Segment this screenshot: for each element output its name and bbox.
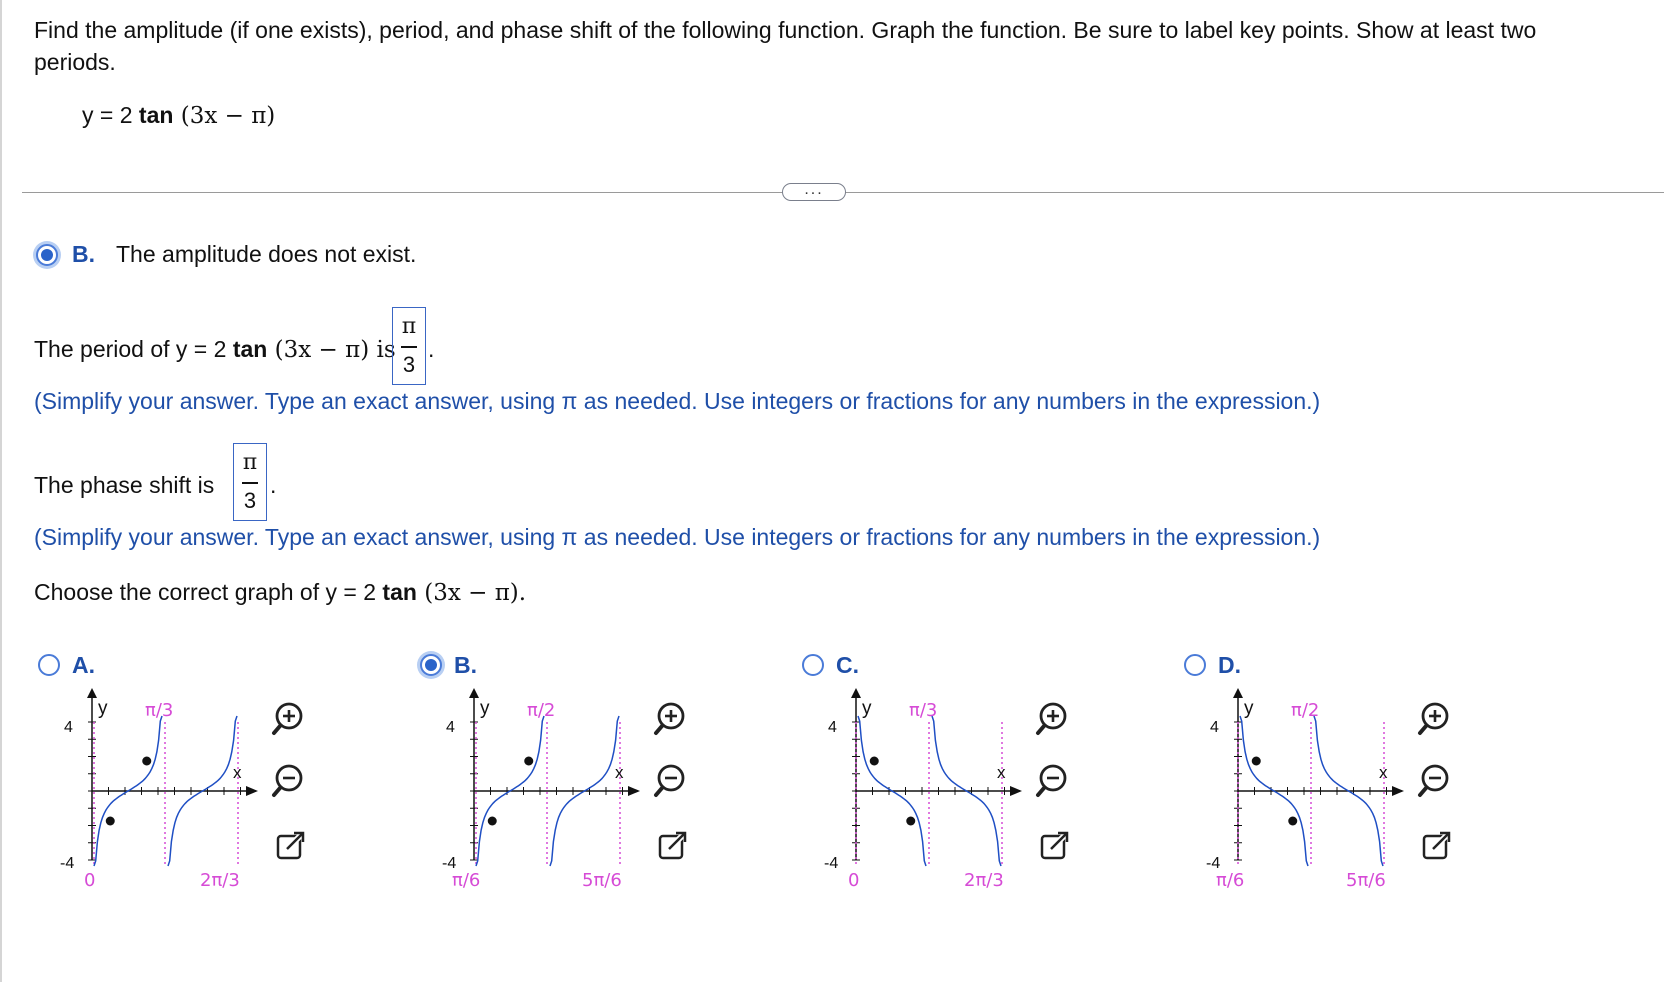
expand-icon[interactable] <box>270 824 314 868</box>
y-max-label: 4 <box>1210 719 1219 736</box>
y-min-label: -4 <box>1206 855 1221 872</box>
key-point <box>1288 817 1297 826</box>
amplitude-radio-b[interactable] <box>36 244 58 266</box>
tool-glyph <box>270 698 314 742</box>
expand-icon[interactable] <box>1416 824 1460 868</box>
key-point <box>106 817 115 826</box>
zoom-out-icon[interactable] <box>1416 760 1460 804</box>
tool-glyph <box>1034 824 1078 868</box>
phase-answer-denominator: 3 <box>243 488 257 513</box>
handle <box>656 788 662 795</box>
phase-trail: . <box>270 472 277 498</box>
y-axis-label: y <box>862 698 872 719</box>
phase-question: The phase shift is <box>34 472 215 498</box>
graph-choice-letter: D. <box>1218 652 1241 678</box>
period-answer-numerator: π <box>401 314 417 339</box>
period-trail: . <box>428 336 435 362</box>
handle <box>1038 788 1044 795</box>
x-axis-arrow <box>246 786 258 796</box>
tool-glyph <box>652 760 696 804</box>
tool-glyph <box>1034 760 1078 804</box>
graph-option-b[interactable] <box>416 648 716 908</box>
y-axis-arrow <box>851 688 861 698</box>
problem-equation <box>82 102 275 129</box>
x-right-label: 5π/6 <box>582 870 622 891</box>
zoom-out-icon[interactable] <box>1034 760 1078 804</box>
period-instruction: (Simplify your answer. Type an exact answer, using π as needed. Use integers or fractions for any numbers in the expression.) <box>34 388 1321 414</box>
handle <box>1420 788 1426 795</box>
graph-option-a[interactable] <box>34 648 334 908</box>
amplitude-text: The amplitude does not exist. <box>116 241 417 267</box>
period-lead: The period of y = 2 <box>34 336 233 362</box>
y-max-label: 4 <box>828 719 837 736</box>
tool-glyph <box>1416 698 1460 742</box>
fraction-bar <box>242 482 258 484</box>
x-axis-label: x <box>1379 763 1388 782</box>
tool-glyph <box>270 760 314 804</box>
y-max-label: 4 <box>64 719 73 736</box>
period-question <box>34 336 396 363</box>
handle <box>274 788 280 795</box>
tool-glyph <box>1034 698 1078 742</box>
handle <box>274 726 280 733</box>
tool-glyph <box>652 698 696 742</box>
choose-func: tan <box>382 579 417 605</box>
choose-arg: (3x − π). <box>416 580 527 606</box>
x-axis-label: x <box>615 763 624 782</box>
zoom-in-icon[interactable] <box>1416 698 1460 742</box>
fraction-bar <box>401 346 417 348</box>
handle <box>1038 726 1044 733</box>
zoom-out-icon[interactable] <box>652 760 696 804</box>
x-right-label: 2π/3 <box>964 870 1004 891</box>
y-min-label: -4 <box>60 855 75 872</box>
x-right-label: 5π/6 <box>1346 870 1386 891</box>
x-axis-label: x <box>997 763 1006 782</box>
equation-func: tan <box>138 102 174 128</box>
asymptote-label: π/3 <box>909 700 938 721</box>
tool-glyph <box>270 824 314 868</box>
tool-glyph <box>1416 824 1460 868</box>
key-point <box>488 817 497 826</box>
tool-glyph <box>652 824 696 868</box>
x-left-label: π/6 <box>1216 870 1245 891</box>
key-point <box>1252 757 1261 766</box>
zoom-in-icon[interactable] <box>270 698 314 742</box>
y-axis-arrow <box>87 688 97 698</box>
expand-icon[interactable] <box>1034 824 1078 868</box>
graph-choice-letter: A. <box>72 652 95 678</box>
asymptote-label: π/3 <box>145 700 174 721</box>
equation-arg: (3x − π) <box>173 103 276 129</box>
graph-option-d[interactable] <box>1180 648 1480 908</box>
asymptote-label: π/2 <box>1291 700 1320 721</box>
x-left-label: 0 <box>848 870 860 891</box>
handle <box>656 726 662 733</box>
tool-glyph <box>1416 760 1460 804</box>
period-func: tan <box>232 336 268 362</box>
graph-choice-letter: B. <box>454 652 477 678</box>
zoom-out-icon[interactable] <box>270 760 314 804</box>
period-answer-input[interactable] <box>392 307 426 385</box>
y-axis-arrow <box>469 688 479 698</box>
more-button[interactable]: ... <box>782 183 846 201</box>
phase-answer-numerator: π <box>242 450 258 475</box>
x-left-label: π/6 <box>452 870 481 891</box>
y-min-label: -4 <box>824 855 839 872</box>
key-point <box>524 757 533 766</box>
x-axis-arrow <box>1392 786 1404 796</box>
x-left-label: 0 <box>84 870 96 891</box>
zoom-in-icon[interactable] <box>652 698 696 742</box>
zoom-in-icon[interactable] <box>1034 698 1078 742</box>
choose-graph-question <box>34 579 526 606</box>
x-axis-arrow <box>1010 786 1022 796</box>
handle <box>1420 726 1426 733</box>
amplitude-choice-letter: B. <box>72 241 95 267</box>
x-right-label: 2π/3 <box>200 870 240 891</box>
y-axis-label: y <box>480 698 490 719</box>
equation-prefix: y = 2 <box>82 102 139 128</box>
phase-instruction: (Simplify your answer. Type an exact answer, using π as needed. Use integers or fractions for any numbers in the expression.) <box>34 524 1321 550</box>
left-border <box>0 0 2 982</box>
key-point <box>906 817 915 826</box>
key-point <box>142 757 151 766</box>
period-arg: (3x − π) is <box>267 337 396 363</box>
y-axis-label: y <box>98 698 108 719</box>
expand-icon[interactable] <box>652 824 696 868</box>
y-min-label: -4 <box>442 855 457 872</box>
y-axis-label: y <box>1244 698 1254 719</box>
key-point <box>870 757 879 766</box>
x-axis-arrow <box>628 786 640 796</box>
choose-lead: Choose the correct graph of y = 2 <box>34 579 383 605</box>
graph-choice-letter: C. <box>836 652 859 678</box>
phase-answer-input[interactable] <box>233 443 267 521</box>
x-axis-label: x <box>233 763 242 782</box>
y-axis-arrow <box>1233 688 1243 698</box>
asymptote-label: π/2 <box>527 700 556 721</box>
graph-option-c[interactable] <box>798 648 1098 908</box>
y-max-label: 4 <box>446 719 455 736</box>
problem-prompt: Find the amplitude (if one exists), period, and phase shift of the following function. Graph the function. Be sure to label key points. Show at least two periods. <box>34 17 1537 75</box>
period-answer-denominator: 3 <box>402 352 416 377</box>
